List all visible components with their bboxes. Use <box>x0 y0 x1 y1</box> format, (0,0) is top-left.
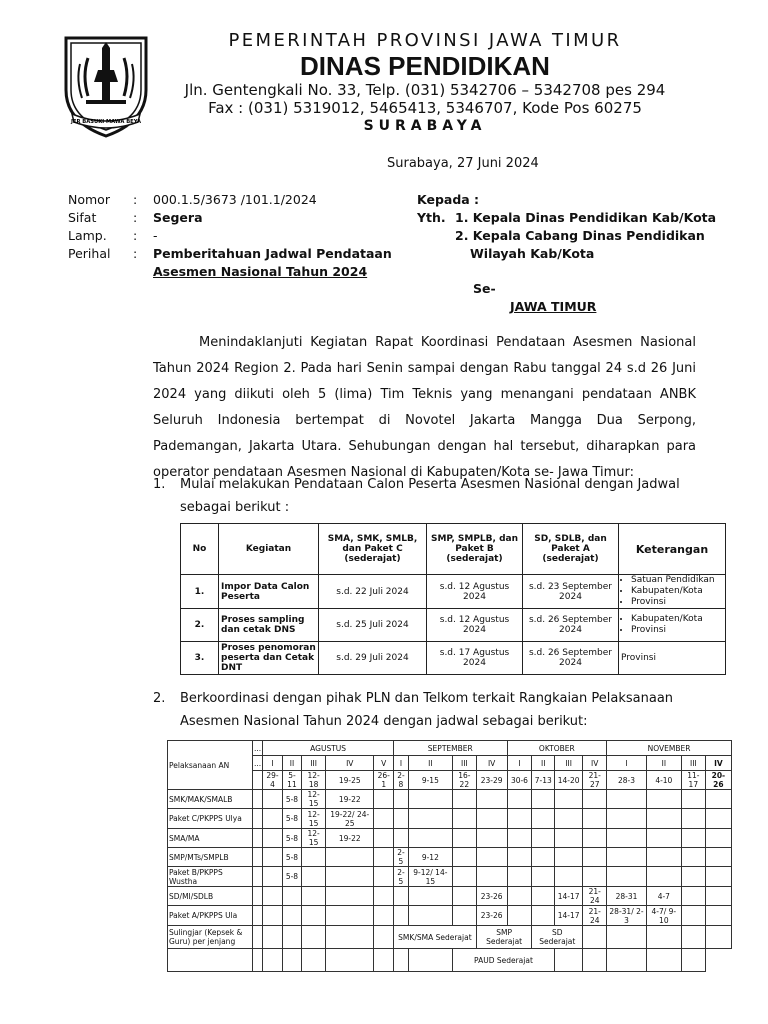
schedule-cell: 4-7 <box>646 887 681 906</box>
nomor-label: Nomor <box>68 192 110 207</box>
pelaksanaan-header: Pelaksanaan AN <box>168 741 253 790</box>
empty-cell <box>282 949 301 972</box>
schedule-cell <box>263 906 283 926</box>
schedule-cell <box>507 809 532 829</box>
schedule-cell <box>705 829 731 848</box>
week-header: IV <box>326 756 374 771</box>
item-2-text-line2: Asesmen Nasional Tahun 2024 dengan jadwal sebagai berikut: <box>180 714 588 729</box>
schedule-cell <box>681 848 705 867</box>
schedule-cell <box>555 848 583 867</box>
sulingjar-row <box>168 926 732 949</box>
row-sd: s.d. 23 September 2024 <box>523 575 619 609</box>
date-header: 7-13 <box>532 771 555 790</box>
schedule-cell <box>452 906 476 926</box>
perihal-value: Pemberitahuan Jadwal Pendataan <box>153 246 392 261</box>
schedule-cell: 14-17 <box>555 887 583 906</box>
week-header: III <box>302 756 326 771</box>
schedule-cell: 23-26 <box>476 906 507 926</box>
schedule-cell <box>507 906 532 926</box>
body-paragraph: Menindaklanjuti Kegiatan Rapat Koordinasi Pendataan Asesmen Nasional Tahun 2024 Region 2. Pada hari Senin sampai dengan Rabu tanggal 24 s.d 26 Juni 2024 yang diikuti oleh 5 (lima) Tim Teknis yang menangani pendataan ANBK Seluruh Indonesia bertempat di Novotel Jakarta Mangga Dua Serpong, Pademangan, Jakarta Utara. Sehubungan dengan hal tersebut, diharapkan para operator pendataan Asesmen Nasional di Kabupaten/Kota se- Jawa Timur: <box>153 335 696 480</box>
week-header: V <box>374 756 394 771</box>
schedule-cell: 9-12 <box>408 848 452 867</box>
keterangan-item: • Satuan Pendidikan <box>631 575 723 586</box>
schedule-cell <box>452 829 476 848</box>
schedule-cell <box>374 829 394 848</box>
letter-date: Surabaya, 27 Juni 2024 <box>387 156 539 171</box>
table-header-row <box>181 524 726 575</box>
schedule-cell: 5-8 <box>282 867 301 887</box>
schedule-cell <box>452 848 476 867</box>
week-header: I <box>394 756 409 771</box>
empty-cell <box>253 790 263 809</box>
row-sd: s.d. 26 September 2024 <box>523 609 619 642</box>
keterangan-item: • Kabupaten/Kota <box>631 614 723 625</box>
keterangan-item: • Provinsi <box>631 597 723 608</box>
date-header-row <box>168 771 732 790</box>
schedule-cell <box>705 809 731 829</box>
month-header-row <box>168 741 732 756</box>
schedule-cell <box>263 848 283 867</box>
schedule-cell: 4-7/ 9-10 <box>646 906 681 926</box>
date-header: 21-27 <box>583 771 607 790</box>
schedule-cell <box>394 906 409 926</box>
schedule-cell <box>532 887 555 906</box>
item-1-text: Mulai melakukan Pendataan Calon Peserta Asesmen Nasional dengan Jadwal <box>180 477 680 492</box>
recipient-region: JAWA TIMUR <box>510 299 597 314</box>
letterhead-fax: Fax : (031) 5319012, 5465413, 5346707, Kode Pos 60275 <box>208 99 642 117</box>
schedule-cell <box>302 906 326 926</box>
schedule-cell <box>705 867 731 887</box>
week-header: II <box>408 756 452 771</box>
empty-cell <box>253 887 263 906</box>
row-label: SD/MI/SDLB <box>168 887 253 906</box>
schedule-cell: 5-8 <box>282 829 301 848</box>
week-header: IV <box>476 756 507 771</box>
week-header: III <box>555 756 583 771</box>
date-header: 29-4 <box>263 771 283 790</box>
schedule-cell <box>583 829 607 848</box>
schedule-cell <box>507 829 532 848</box>
week-header: II <box>532 756 555 771</box>
empty-cell <box>607 926 647 949</box>
table-row <box>168 848 732 867</box>
perihal-label: Perihal <box>68 246 111 261</box>
row-keterangan <box>619 575 726 609</box>
header-smp: SMP, SMPLB, dan Paket B (sederajat) <box>427 524 523 575</box>
schedule-cell <box>326 867 374 887</box>
schedule-cell <box>607 790 647 809</box>
table-row <box>181 575 726 609</box>
schedule-cell <box>476 848 507 867</box>
schedule-cell <box>263 809 283 829</box>
schedule-cell <box>476 829 507 848</box>
schedule-cell: 5-8 <box>282 809 301 829</box>
header-kegiatan: Kegiatan <box>219 524 319 575</box>
date-header: 23-29 <box>476 771 507 790</box>
schedule-cell <box>532 848 555 867</box>
schedule-cell: 19-22 <box>326 829 374 848</box>
schedule-cell <box>607 867 647 887</box>
colon: : <box>133 228 138 243</box>
schedule-cell <box>555 829 583 848</box>
colon: : <box>133 246 138 261</box>
row-smp: s.d. 17 Agustus 2024 <box>427 642 523 675</box>
sifat-value: Segera <box>153 210 203 225</box>
schedule-cell <box>532 867 555 887</box>
row-smp: s.d. 12 Agustus 2024 <box>427 609 523 642</box>
letterhead-address: Jln. Gentengkali No. 33, Telp. (031) 5342706 – 5342708 pes 294 <box>184 81 666 99</box>
empty-cell <box>253 848 263 867</box>
table-row <box>168 809 732 829</box>
date-header: 30-6 <box>507 771 532 790</box>
schedule-cell <box>607 829 647 848</box>
empty-cell <box>326 949 374 972</box>
empty-cell <box>607 949 647 972</box>
schedule-cell <box>532 906 555 926</box>
schedule-cell <box>408 829 452 848</box>
schedule-cell <box>394 829 409 848</box>
schedule-cell <box>507 887 532 906</box>
schedule-cell <box>326 848 374 867</box>
empty-cell <box>253 867 263 887</box>
sulingjar-sd: SD Sederajat <box>532 926 583 949</box>
row-no: 1. <box>181 575 219 609</box>
table-row <box>168 867 732 887</box>
date-header: 11-17 <box>681 771 705 790</box>
table-row <box>168 906 732 926</box>
schedule-cell <box>555 790 583 809</box>
ellipsis-cell: ... <box>253 741 263 756</box>
paud-label: PAUD Sederajat <box>452 949 554 972</box>
schedule-cell <box>282 887 301 906</box>
row-label: Paket B/PKPPS Wustha <box>168 867 253 887</box>
kepada-label: Kepada : <box>417 192 480 207</box>
schedule-cell <box>532 809 555 829</box>
schedule-cell: 21-24 <box>583 887 607 906</box>
week-header: IV <box>583 756 607 771</box>
schedule-cell: 2-5 <box>394 867 409 887</box>
schedule-cell <box>452 790 476 809</box>
date-header: 12-18 <box>302 771 326 790</box>
schedule-cell <box>374 790 394 809</box>
week-header-row <box>168 756 732 771</box>
schedule-cell <box>374 867 394 887</box>
schedule-cell <box>705 790 731 809</box>
empty-cell <box>681 949 705 972</box>
schedule-cell: 21-24 <box>583 906 607 926</box>
week-header: III <box>681 756 705 771</box>
schedule-cell <box>681 906 705 926</box>
item-1-number: 1. <box>153 477 166 492</box>
logo-motto: JER BASUKI MAWA BEYA <box>71 119 141 125</box>
empty-cell <box>374 949 394 972</box>
schedule-cell <box>408 906 452 926</box>
schedule-cell <box>394 790 409 809</box>
schedule-cell <box>532 829 555 848</box>
row-label: SMP/MTs/SMPLB <box>168 848 253 867</box>
sifat-label: Sifat <box>68 210 97 225</box>
row-label: Paket A/PKPPS Ula <box>168 906 253 926</box>
schedule-cell <box>302 848 326 867</box>
schedule-cell: 23-26 <box>476 887 507 906</box>
row-no: 2. <box>181 609 219 642</box>
date-header: 4-10 <box>646 771 681 790</box>
se-label: Se- <box>473 281 496 296</box>
empty-cell <box>681 926 705 949</box>
schedule-cell <box>302 867 326 887</box>
schedule-cell: 12-15 <box>302 790 326 809</box>
schedule-cell <box>646 809 681 829</box>
date-header: 14-20 <box>555 771 583 790</box>
schedule-cell: 28-31/ 2-3 <box>607 906 647 926</box>
date-header: 2-8 <box>394 771 409 790</box>
date-header: 5-11 <box>282 771 301 790</box>
schedule-cell: 19-22 <box>326 790 374 809</box>
date-header: 19-25 <box>326 771 374 790</box>
schedule-cell <box>646 829 681 848</box>
schedule-cell <box>476 790 507 809</box>
schedule-cell: 12-15 <box>302 829 326 848</box>
schedule-cell <box>302 887 326 906</box>
schedule-cell <box>326 887 374 906</box>
month-header: SEPTEMBER <box>394 741 507 756</box>
month-header: AGUSTUS <box>263 741 394 756</box>
schedule-cell: 5-8 <box>282 790 301 809</box>
empty-cell <box>168 949 253 972</box>
schedule-cell <box>646 790 681 809</box>
empty-cell <box>555 949 583 972</box>
empty-cell <box>253 906 263 926</box>
schedule-cell <box>408 887 452 906</box>
row-kegiatan: Proses penomoran peserta dan Cetak DNT <box>219 642 319 675</box>
schedule-cell <box>263 867 283 887</box>
week-header: II <box>282 756 301 771</box>
schedule-cell <box>583 790 607 809</box>
empty-cell <box>282 926 301 949</box>
week-header: I <box>263 756 283 771</box>
empty-cell <box>263 949 283 972</box>
empty-cell <box>253 809 263 829</box>
empty-cell <box>326 926 374 949</box>
schedule-cell <box>555 809 583 829</box>
empty-cell <box>302 949 326 972</box>
item-2-text: Berkoordinasi dengan pihak PLN dan Telkom terkait Rangkaian Pelaksanaan <box>180 691 674 706</box>
empty-cell <box>394 949 409 972</box>
date-header: 20-26 <box>705 771 731 790</box>
schedule-cell: 19-22/ 24-25 <box>326 809 374 829</box>
row-keterangan: Provinsi <box>619 642 726 675</box>
schedule-cell <box>374 887 394 906</box>
letterhead-city: SURABAYA <box>363 118 487 134</box>
row-kegiatan: Proses sampling dan cetak DNS <box>219 609 319 642</box>
schedule-cell <box>705 906 731 926</box>
schedule-cell <box>476 809 507 829</box>
colon: : <box>133 210 138 225</box>
week-header: IV <box>705 756 731 771</box>
schedule-cell <box>394 809 409 829</box>
header-no: No <box>181 524 219 575</box>
schedule-cell: 28-31 <box>607 887 647 906</box>
item-2-number: 2. <box>153 691 166 706</box>
schedule-cell <box>646 848 681 867</box>
empty-cell <box>253 771 263 790</box>
empty-cell <box>705 926 731 949</box>
schedule-cell: 14-17 <box>555 906 583 926</box>
table-row <box>168 829 732 848</box>
date-header: 26-1 <box>374 771 394 790</box>
empty-cell <box>253 829 263 848</box>
schedule-cell <box>476 867 507 887</box>
schedule-cell <box>452 867 476 887</box>
sulingjar-sma: SMK/SMA Sederajat <box>394 926 477 949</box>
schedule-cell <box>705 848 731 867</box>
schedule-cell <box>583 867 607 887</box>
table-row <box>181 642 726 675</box>
schedule-cell <box>705 887 731 906</box>
row-sd: s.d. 26 September 2024 <box>523 642 619 675</box>
schedule-cell <box>681 887 705 906</box>
schedule-cell <box>507 867 532 887</box>
row-label: SMK/MAK/SMALB <box>168 790 253 809</box>
row-no: 3. <box>181 642 219 675</box>
schedule-cell <box>374 848 394 867</box>
empty-cell <box>583 949 607 972</box>
sulingjar-smp: SMP Sederajat <box>476 926 532 949</box>
table-row <box>168 887 732 906</box>
empty-cell <box>302 926 326 949</box>
schedule-cell <box>394 887 409 906</box>
schedule-cell <box>374 906 394 926</box>
row-label: SMA/MA <box>168 829 253 848</box>
perihal-value-line2: Asesmen Nasional Tahun 2024 <box>153 264 368 279</box>
empty-cell <box>253 949 263 972</box>
schedule-cell <box>452 809 476 829</box>
schedule-cell <box>326 906 374 926</box>
schedule-cell <box>452 887 476 906</box>
item-1-text-line2: sebagai berikut : <box>180 500 290 515</box>
schedule-cell <box>263 829 283 848</box>
month-header: OKTOBER <box>507 741 607 756</box>
empty-cell <box>583 926 607 949</box>
recipient-2: 2. Kepala Cabang Dinas Pendidikan <box>455 228 705 243</box>
schedule-cell <box>408 790 452 809</box>
schedule-cell <box>532 790 555 809</box>
date-header: 28-3 <box>607 771 647 790</box>
row-keterangan <box>619 609 726 642</box>
letterhead-department: DINAS PENDIDIKAN <box>300 51 550 81</box>
schedule-cell <box>282 906 301 926</box>
schedule-cell: 2-5 <box>394 848 409 867</box>
data-collection-schedule-table <box>180 523 726 675</box>
schedule-cell <box>607 809 647 829</box>
lamp-label: Lamp. <box>68 228 107 243</box>
schedule-cell <box>555 867 583 887</box>
schedule-cell <box>263 887 283 906</box>
yth-label: Yth. <box>417 210 446 225</box>
schedule-cell <box>583 809 607 829</box>
keterangan-item: • Kabupaten/Kota <box>631 586 723 597</box>
recipient-1: 1. Kepala Dinas Pendidikan Kab/Kota <box>455 210 717 225</box>
row-sma: s.d. 29 Juli 2024 <box>319 642 427 675</box>
header-keterangan: Keterangan <box>619 524 726 575</box>
recipient-2-line2: Wilayah Kab/Kota <box>470 246 595 261</box>
empty-cell <box>374 926 394 949</box>
schedule-cell <box>681 809 705 829</box>
letterhead-government: PEMERINTAH PROVINSI JAWA TIMUR <box>228 30 622 51</box>
row-label: Paket C/PKPPS Ulya <box>168 809 253 829</box>
sulingjar-label: Sulingjar (Kepsek & Guru) per jenjang <box>168 926 253 949</box>
colon: : <box>133 192 138 207</box>
schedule-cell <box>681 867 705 887</box>
keterangan-item: • Provinsi <box>631 625 723 636</box>
ellipsis-cell: ... <box>253 756 263 771</box>
schedule-cell: 9-12/ 14-15 <box>408 867 452 887</box>
schedule-cell <box>507 790 532 809</box>
lamp-value: - <box>153 228 158 243</box>
table-row <box>181 609 726 642</box>
row-sma: s.d. 25 Juli 2024 <box>319 609 427 642</box>
schedule-cell: 5-8 <box>282 848 301 867</box>
schedule-cell: 12-15 <box>302 809 326 829</box>
schedule-cell <box>263 790 283 809</box>
schedule-cell <box>583 848 607 867</box>
schedule-cell <box>607 848 647 867</box>
empty-cell <box>263 926 283 949</box>
table-row <box>168 790 732 809</box>
implementation-schedule-table <box>167 740 732 972</box>
row-sma: s.d. 22 Juli 2024 <box>319 575 427 609</box>
provincial-emblem-logo <box>58 30 154 140</box>
week-header: I <box>507 756 532 771</box>
schedule-cell <box>408 809 452 829</box>
row-kegiatan: Impor Data Calon Peserta <box>219 575 319 609</box>
date-header: 16-22 <box>452 771 476 790</box>
schedule-cell <box>646 867 681 887</box>
schedule-cell <box>374 809 394 829</box>
schedule-cell <box>681 790 705 809</box>
header-sd: SD, SDLB, dan Paket A (sederajat) <box>523 524 619 575</box>
date-header: 9-15 <box>408 771 452 790</box>
month-header: NOVEMBER <box>607 741 732 756</box>
nomor-value: 000.1.5/3673 /101.1/2024 <box>153 192 317 207</box>
empty-cell <box>646 926 681 949</box>
schedule-cell <box>507 848 532 867</box>
empty-cell <box>253 926 263 949</box>
empty-cell <box>646 949 681 972</box>
week-header: I <box>607 756 647 771</box>
row-smp: s.d. 12 Agustus 2024 <box>427 575 523 609</box>
header-sma: SMA, SMK, SMLB, dan Paket C (sederajat) <box>319 524 427 575</box>
schedule-cell <box>681 829 705 848</box>
week-header: III <box>452 756 476 771</box>
week-header: II <box>646 756 681 771</box>
empty-cell <box>408 949 452 972</box>
paud-row <box>168 949 732 972</box>
